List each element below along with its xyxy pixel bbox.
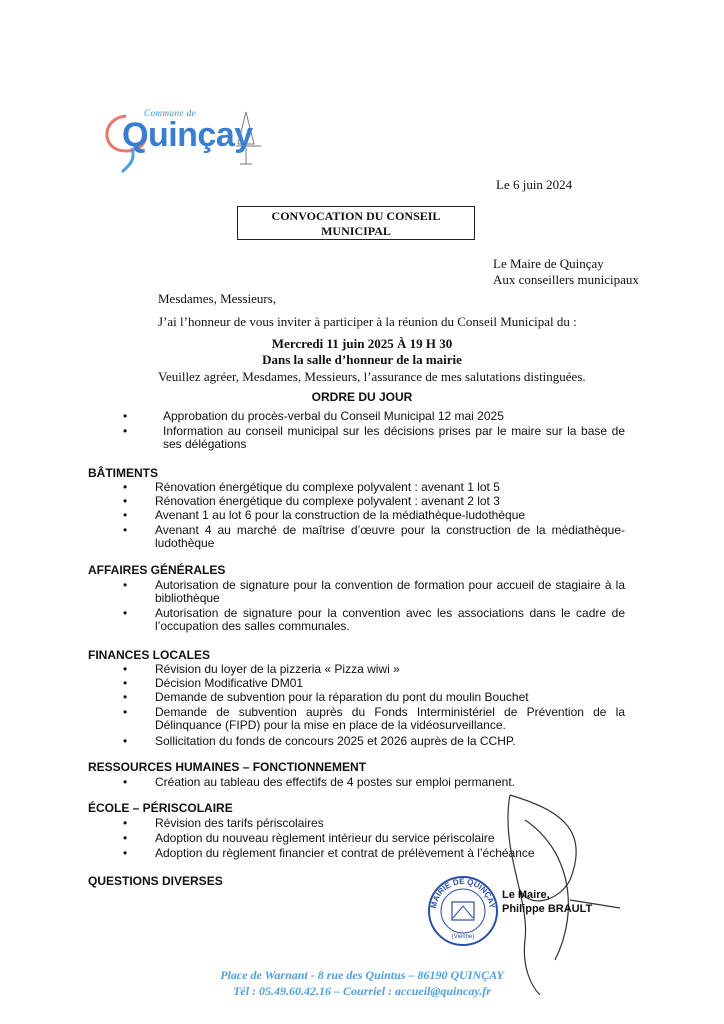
stamp-bottom-text: (Vienne) [451,934,475,940]
list-item: • Demande de subvention auprès du Fonds Interministériel de Prévention de la Délinquance (FIPD) pour la mise en place de la vidéosurveillance. [123,705,625,732]
footer-address: Place de Warnant - 8 rue des Quintus – 86190 QUINÇAY [220,968,504,982]
stamp-text: MAIRIE DE QUINÇAY [429,876,497,910]
title-line-1: CONVOCATION DU CONSEIL [271,209,441,223]
intro-text: J’ai l’honneur de vous inviter à participer à la réunion du Conseil Municipal du : [158,314,577,329]
commune-logo [96,106,276,176]
section-heading: RESSOURCES HUMAINES – FONCTIONNEMENT [88,760,367,774]
signatory-name: Philippe BRAULT [502,903,593,915]
list-item: • Approbation du procès-verbal du Conseil Municipal 12 mai 2025 [123,409,504,423]
section-heading: QUESTIONS DIVERSES [88,874,223,888]
greeting: Mesdames, Messieurs, [158,291,277,306]
signature-block [502,888,592,916]
list-item: • Adoption du règlement financier et contrat de prélèvement à l’échéance [123,846,535,860]
regards-text: Veuillez agréer, Mesdames, Messieurs, l’assurance de mes salutations distinguées. [158,369,586,384]
title-line-2: MUNICIPAL [321,224,391,238]
letter-date: Le 6 juin 2024 [496,177,573,192]
list-item: • Avenant 4 au marché de maîtrise d’œuvre pour la construction de la médiathèque-ludothèque [123,523,625,550]
section-heading: ÉCOLE – PÉRISCOLAIRE [88,801,233,815]
footer-contact: Tél : 05.49.60.42.16 – Courriel : accueil@quincay.fr [233,984,491,998]
mairie-stamp-icon [426,874,500,948]
meeting-place: Dans la salle d’honneur de la mairie [262,352,462,367]
list-item: • Demande de subvention pour la réparation du pont du moulin Bouchet [123,690,529,704]
list-item: • Décision Modificative DM01 [123,676,304,690]
agenda-title: ORDRE DU JOUR [311,390,413,404]
list-item: • Révision du loyer de la pizzeria « Pizza wiwi » [123,662,400,676]
list-item: • Information au conseil municipal sur les décisions prises par le maire sur la base de ses délégations [123,424,625,451]
list-item: • Avenant 1 au lot 6 pour la construction de la médiathèque-ludothèque [123,508,526,522]
list-item: • Révision des tarifs périscolaires [123,816,324,830]
list-item: • Autorisation de signature pour la convention de formation pour accueil de stagiaire à la bibliothèque [123,578,625,605]
logo-commune-label: Commune de [144,108,197,118]
section-heading: BÂTIMENTS [88,466,158,480]
section-heading: AFFAIRES GÉNÉRALES [88,563,226,577]
list-item: • Rénovation énergétique du complexe polyvalent : avenant 1 lot 5 [123,480,500,494]
svg-text:MAIRIE DE QUINÇAY [429,877,497,910]
recipient-line-1: Le Maire de Quinçay [493,256,604,271]
section-heading: FINANCES LOCALES [88,648,211,662]
recipient-line-2: Aux conseillers municipaux [493,272,639,287]
logo-name: Quinçay [122,116,253,154]
list-item: • Adoption du nouveau règlement intérieur du service périscolaire [123,831,495,845]
document-title [237,206,475,240]
list-item: • Rénovation énergétique du complexe polyvalent : avenant 2 lot 3 [123,494,500,508]
list-item: • Sollicitation du fonds de concours 2025 et 2026 auprès de la CCHP. [123,734,516,748]
signatory-title: Le Maire, [502,889,550,901]
meeting-date: Mercredi 11 juin 2025 À 19 H 30 [271,336,453,351]
list-item: • Création au tableau des effectifs de 4 postes sur emploi permanent. [123,775,515,789]
recipient-block [493,256,639,288]
list-item: • Autorisation de signature pour la convention avec les associations dans le cadre de l’occupation des salles communales. [123,606,625,633]
